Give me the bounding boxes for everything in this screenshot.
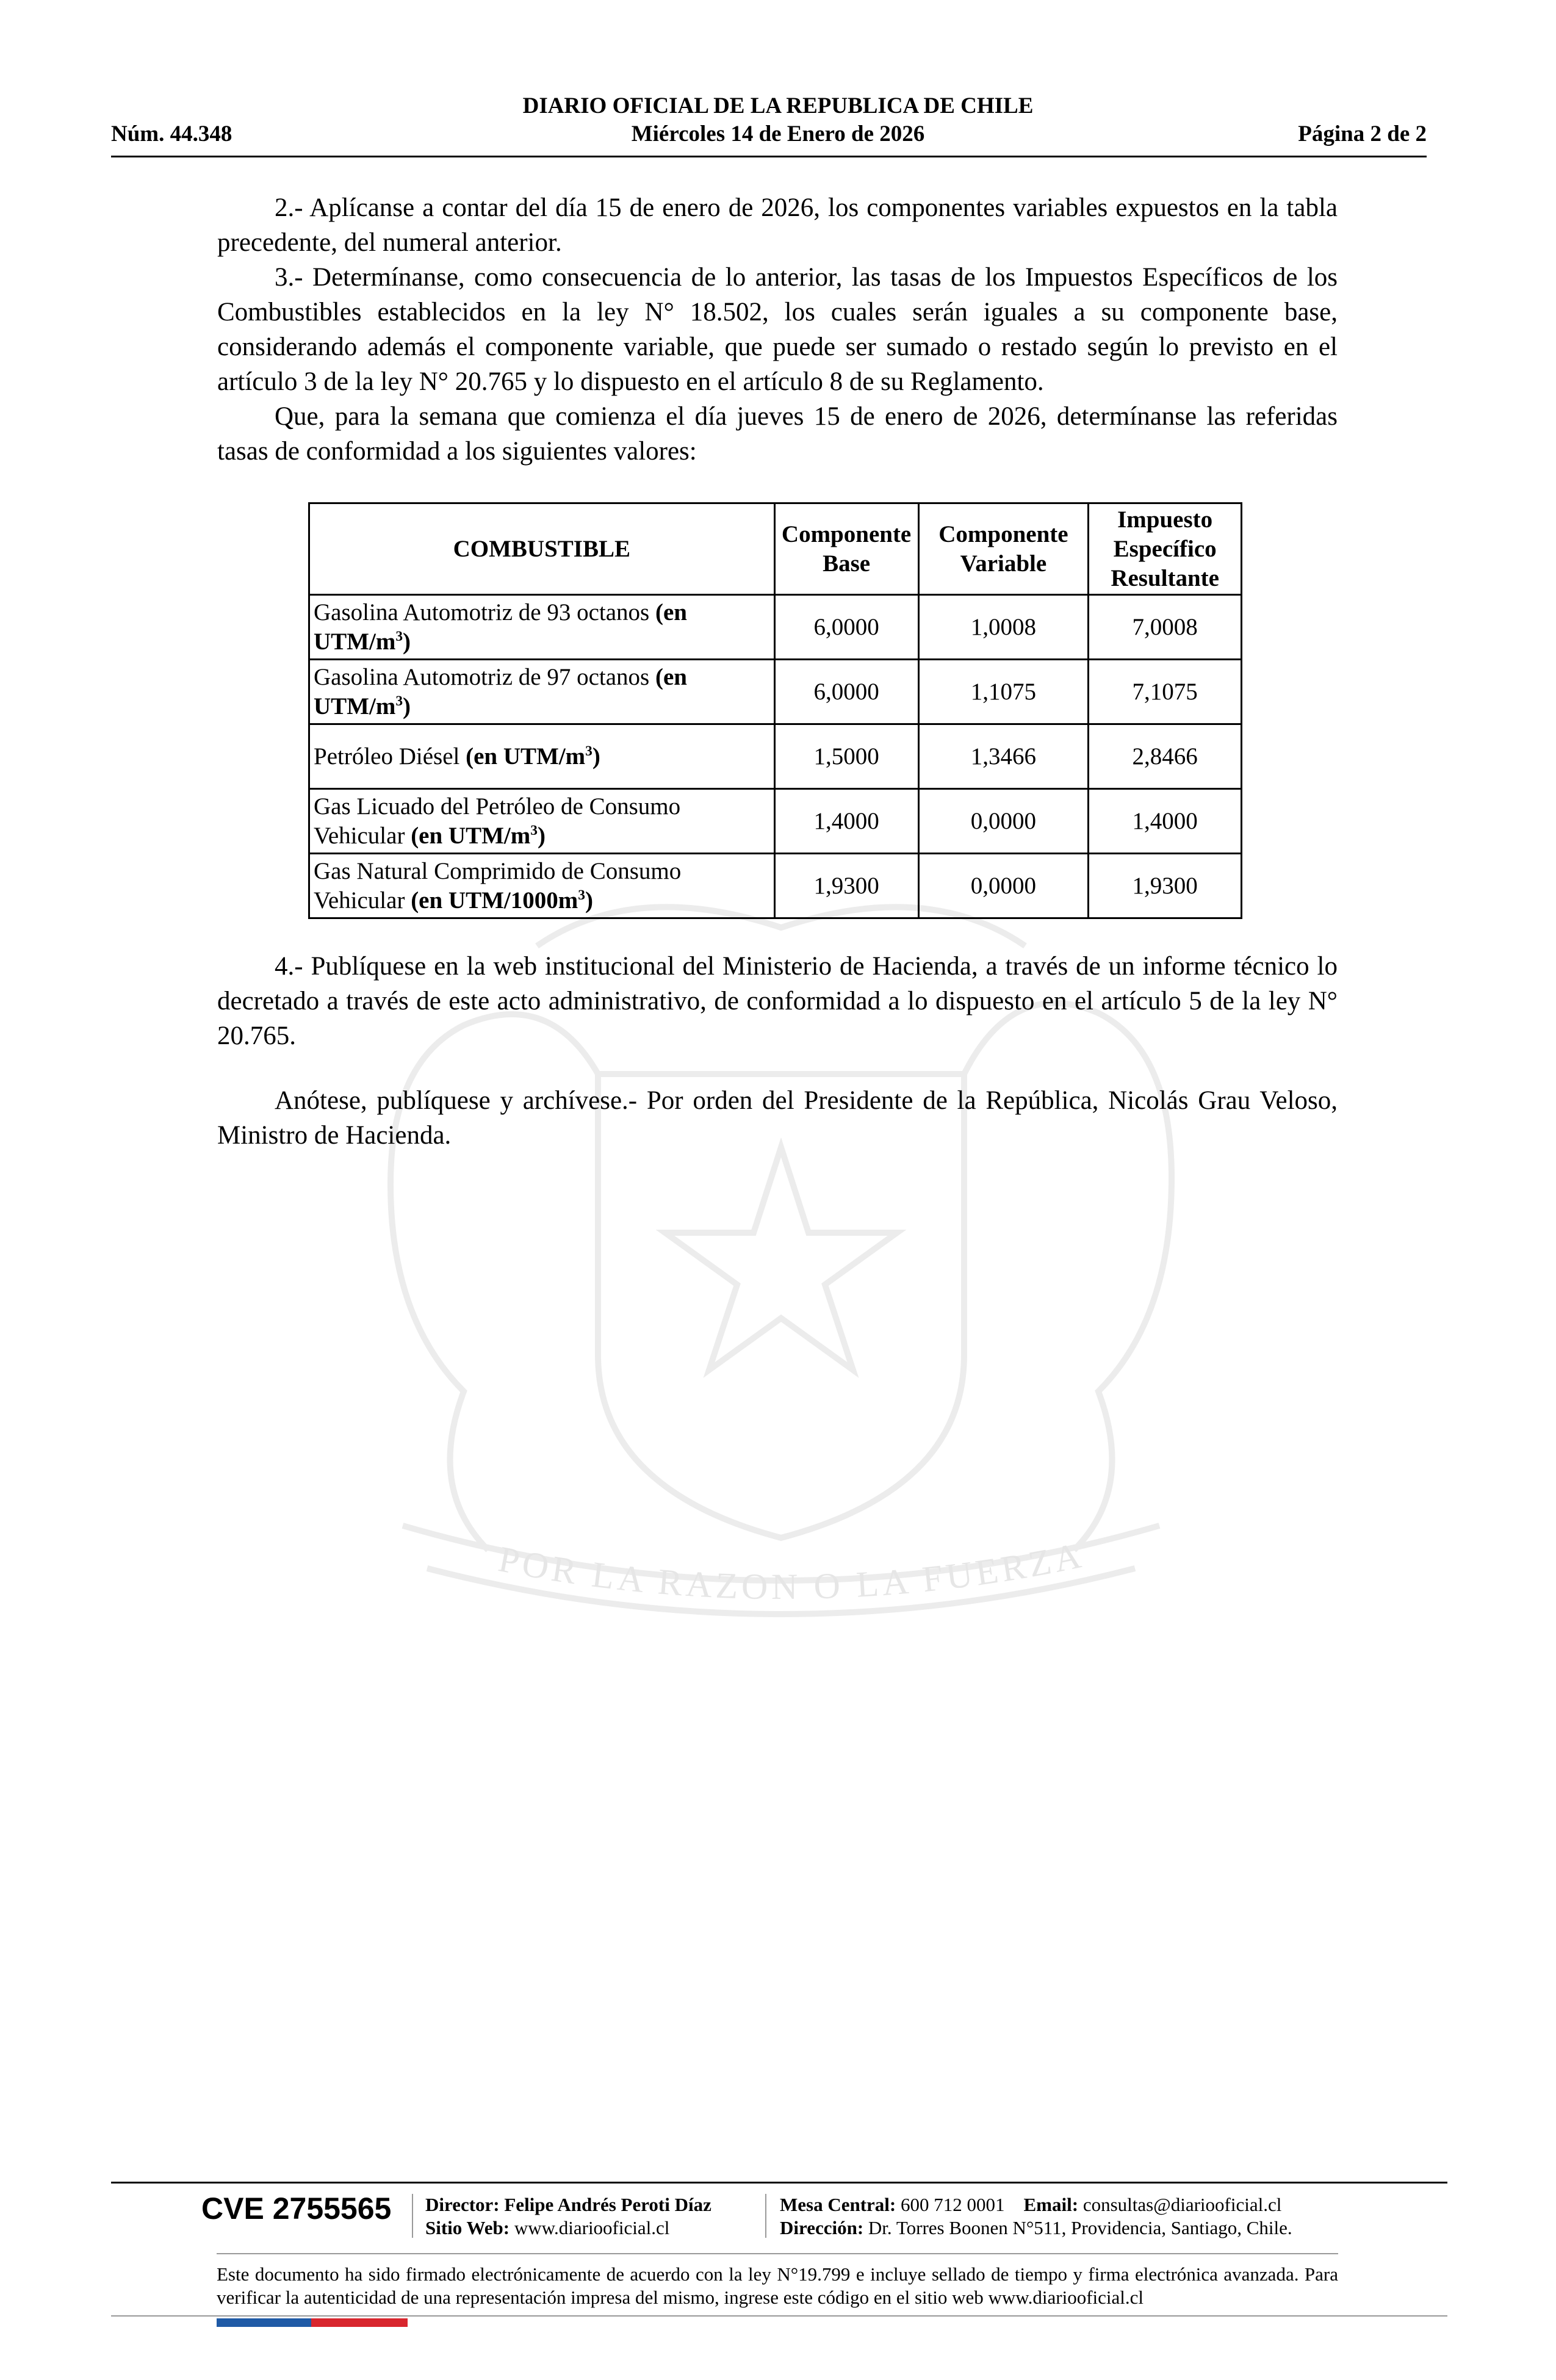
paragraph-4: 4.- Publíquese en la web institucional del Ministerio de Hacienda, a través de un informe técnico lo decretado a través de este acto administrativo, de conformidad a lo dispuesto en el artículo 5 de la ley N° 20.765. <box>217 952 1338 1050</box>
variable-cell: 1,0008 <box>918 595 1089 660</box>
table-row <box>309 854 1242 918</box>
phone-number: 600 712 0001 <box>901 2194 1005 2215</box>
footer-bottom-divider <box>111 2315 1447 2317</box>
table-header-row <box>309 503 1242 595</box>
header-tax: Impuesto Específico Resultante <box>1089 503 1242 595</box>
base-cell: 6,0000 <box>774 595 918 660</box>
flag-bar-blue <box>217 2318 311 2327</box>
closing-paragraph: Anótese, publíquese y archívese.- Por orden del Presidente de la República, Nicolás Grau Veloso, Ministro de Hacienda. <box>217 1086 1338 1150</box>
header-variable: Componente Variable <box>918 503 1089 595</box>
table-row <box>309 724 1242 789</box>
tax-cell: 7,0008 <box>1089 595 1242 660</box>
signature-note: Este documento ha sido firmado electrónicamente de acuerdo con la ley N°19.799 e incluye sellado de tiempo y firma electrónica avanzada. Para verificar la autenticidad de una representación impresa del mismo, ingrese este código en el sitio web www.diariooficial.cl <box>217 2263 1338 2308</box>
cve-code: CVE 2755565 <box>201 2191 392 2226</box>
base-cell: 6,0000 <box>774 660 918 724</box>
director-label: Director: <box>425 2194 500 2215</box>
director-name: Felipe Andrés Peroti Díaz <box>504 2194 711 2215</box>
fuel-name-cell: Gasolina Automotriz de 93 octanos (en UTM/$m^3$) <box>309 595 775 660</box>
fuel-name-cell: Gas Licuado del Petróleo de Consumo Vehicular (en UTM/$m^3$) <box>309 789 775 854</box>
phone-label: Mesa Central: <box>780 2194 896 2215</box>
fuel-name-cell: Gasolina Automotriz de 97 octanos (en UTM/$m^3$) <box>309 660 775 724</box>
issue-number: Núm. 44.348 <box>111 121 232 146</box>
table-row <box>309 789 1242 854</box>
paragraph-3: 3.- Determínanse, como consecuencia de lo anterior, las tasas de los Impuestos Específicos de los Combustibles establecidos en la ley N° 18.502, los cuales serán iguales a su componente base, considerando además el componente variable, que puede ser sumado o restado según lo previsto en el artículo 3 de la ley N° 20.765 y lo dispuesto en el artículo 8 de su Reglamento. <box>217 263 1338 396</box>
header-divider <box>111 156 1427 157</box>
variable-cell: 0,0000 <box>918 789 1089 854</box>
footer-contact-block <box>780 2193 1292 2240</box>
fuel-name-cell: Petróleo Diésel (en UTM/$m^3$) <box>309 724 775 789</box>
tax-cell: 7,1075 <box>1089 660 1242 724</box>
gazette-title: DIARIO OFICIAL DE LA REPUBLICA DE CHILE <box>522 93 1034 118</box>
variable-cell: 1,3466 <box>918 724 1089 789</box>
base-cell: 1,4000 <box>774 789 918 854</box>
header-base: Componente Base <box>774 503 918 595</box>
footer-divider <box>111 2182 1447 2183</box>
motto-text: POR LA RAZON O LA FUERZA <box>495 1534 1088 1607</box>
footer-separator <box>412 2194 413 2238</box>
base-cell: 1,9300 <box>774 854 918 918</box>
email-label: Email: <box>1023 2194 1079 2215</box>
paragraph-que: Que, para la semana que comienza el día jueves 15 de enero de 2026, determínanse las referidas tasas de conformidad a los siguientes valores: <box>217 402 1338 466</box>
address-label: Dirección: <box>780 2217 864 2238</box>
variable-cell: 0,0000 <box>918 854 1089 918</box>
footer-separator <box>765 2194 766 2238</box>
page-indicator: Página 2 de 2 <box>1298 121 1427 146</box>
fuel-name-cell: Gas Natural Comprimido de Consumo Vehicular (en UTM/$1000m^3$) <box>309 854 775 918</box>
email-link[interactable]: consultas@diariooficial.cl <box>1082 2194 1282 2215</box>
table-row <box>309 595 1242 660</box>
header-fuel: COMBUSTIBLE <box>309 503 775 595</box>
site-link[interactable]: www.diariooficial.cl <box>514 2217 670 2238</box>
footer-director-block <box>425 2193 711 2240</box>
table-row <box>309 660 1242 724</box>
site-label: Sitio Web: <box>425 2217 510 2238</box>
issue-date: Miércoles 14 de Enero de 2026 <box>631 121 925 146</box>
fuel-tax-table <box>308 502 1242 919</box>
base-cell: 1,5000 <box>774 724 918 789</box>
tax-cell: 2,8466 <box>1089 724 1242 789</box>
paragraph-2: 2.- Aplícanse a contar del día 15 de enero de 2026, los componentes variables expuestos en la tabla precedente, del numeral anterior. <box>217 193 1338 257</box>
tax-cell: 1,9300 <box>1089 854 1242 918</box>
tax-cell: 1,4000 <box>1089 789 1242 854</box>
flag-bar-red <box>311 2318 408 2327</box>
footer-inner-divider <box>217 2253 1338 2254</box>
variable-cell: 1,1075 <box>918 660 1089 724</box>
address-text: Dr. Torres Boonen N°511, Providencia, Santiago, Chile. <box>868 2217 1292 2238</box>
